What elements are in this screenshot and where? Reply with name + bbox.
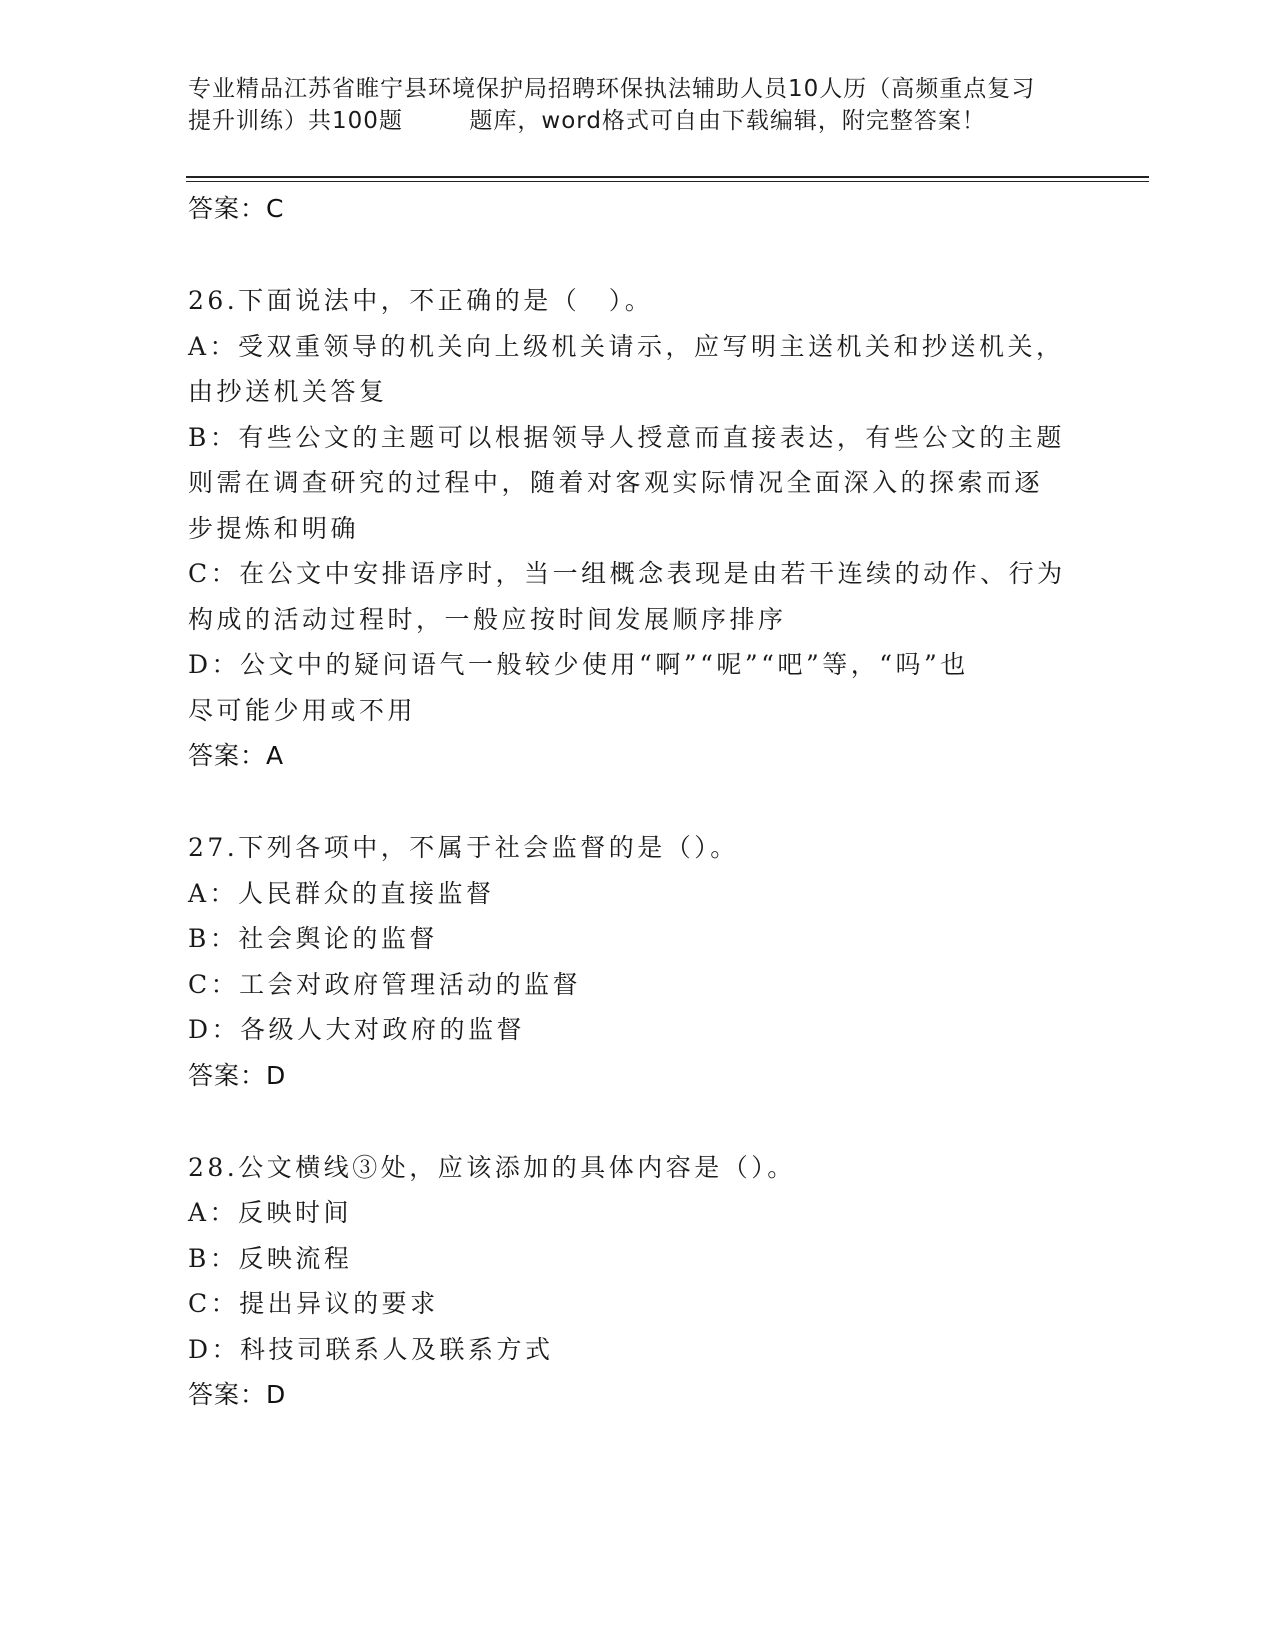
option-line: 则需在调查研究的过程中，随着对客观实际情况全面深入的探索而逐 [188, 468, 1044, 497]
answer-28: 答案：D [188, 1380, 287, 1409]
question-list [188, 186, 1088, 1417]
option-a: A：反映时间 [188, 1198, 353, 1227]
question-27 [188, 825, 1088, 1098]
option-line: 尽可能少用或不用 [188, 695, 417, 725]
question-title: 28.公文横线③处，应该添加的具体内容是（）。 [188, 1152, 796, 1182]
option-line: A：受双重领导的机关向上级机关请示，应写明主送机关和抄送机关， [188, 331, 1065, 361]
option-line: D：公文中的疑问语气一般较少使用“啊”“呢”“吧”等，“吗”也 [188, 650, 969, 679]
option-c: C：工会对政府管理活动的监督 [188, 969, 582, 999]
answer-25: 答案：C [188, 194, 285, 223]
option-b: B：反映流程 [188, 1243, 353, 1273]
question-26 [188, 278, 1088, 778]
option-b: B：社会舆论的监督 [188, 924, 438, 953]
question-title: 26.下面说法中，不正确的是（ ）。 [188, 286, 654, 315]
question-title: 27.下列各项中，不属于社会监督的是（）。 [188, 833, 739, 862]
option-line: 步提炼和明确 [188, 513, 360, 543]
option-line: 构成的活动过程时，一般应按时间发展顺序排序 [188, 604, 787, 634]
question-28 [188, 1145, 1088, 1418]
option-line: C：在公文中安排语序时，当一组概念表现是由若干连续的动作、行为 [188, 559, 1066, 588]
header-rule-thick [186, 176, 1149, 178]
option-a: A：人民群众的直接监督 [188, 878, 495, 908]
option-d: D：科技司联系人及联系方式 [188, 1334, 554, 1364]
option-d: D：各级人大对政府的监督 [188, 1015, 526, 1044]
header-rule-thin [186, 181, 1149, 182]
option-c: C：提出异议的要求 [188, 1289, 439, 1318]
answer-26: 答案：A [188, 741, 285, 770]
option-line: B：有些公文的主题可以根据领导人授意而直接表达，有些公文的主题 [188, 422, 1065, 452]
option-line: 由抄送机关答复 [188, 377, 388, 406]
header-line-2: 提升训练）共100题 题库，word格式可自由下载编辑，附完整答案！ [188, 108, 986, 134]
answer-27: 答案：D [188, 1060, 287, 1090]
header-line-1: 专业精品江苏省睢宁县环境保护局招聘环保执法辅助人员10人历（高频重点复习 [188, 76, 1036, 102]
page-header [188, 73, 1068, 137]
